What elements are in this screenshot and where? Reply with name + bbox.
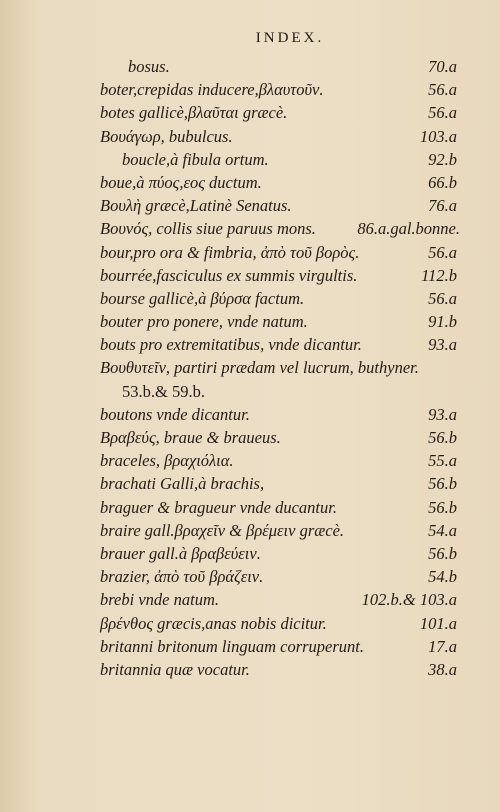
- entry-term: βρένθος græcis,anas nobis dicitur.: [100, 613, 327, 633]
- entry-term: boucle,à fibula ortum.: [122, 149, 269, 169]
- index-entry: [0, 310, 500, 333]
- entry-reference: 56.a: [428, 103, 457, 123]
- index-entry-continuation: [0, 380, 500, 403]
- entry-reference: 112.b: [421, 265, 457, 285]
- entry-term: 53.b.& 59.b.: [122, 381, 205, 401]
- entry-reference: 54.a: [428, 520, 457, 540]
- entry-term: brazier, ἀπὸ τοῦ βράζειν.: [100, 567, 264, 587]
- entry-term: britanni britonum linguam corruperunt.: [100, 636, 365, 656]
- entry-reference: 56.a: [428, 288, 457, 308]
- entry-reference: 56.b: [428, 543, 457, 563]
- entry-reference: 55.a: [428, 451, 457, 471]
- entry-term: brauer gall.à βραβεύειν.: [100, 543, 261, 563]
- entry-term: braceles, βραχιόλια.: [100, 451, 234, 471]
- index-entry: [0, 217, 500, 240]
- index-entry: [0, 612, 500, 635]
- entry-reference: 70.a: [428, 57, 457, 76]
- index-entry: [0, 496, 500, 519]
- entry-reference: 17.a: [428, 636, 457, 656]
- entry-term: bourrée,fasciculus ex summis virgultis.: [100, 265, 358, 285]
- index-entry: [0, 333, 500, 356]
- entry-term: britannia quæ vocatur.: [100, 659, 250, 679]
- index-entry: [0, 101, 500, 124]
- entry-reference: 103.a: [419, 126, 457, 146]
- index-entry: [0, 403, 500, 426]
- entry-reference: 101.a: [419, 613, 457, 633]
- index-entry: [0, 171, 500, 194]
- entry-term: Βουθυτεῖν, partiri prædam vel lucrum, buthyner.: [100, 358, 419, 378]
- entry-reference: 56.b: [428, 497, 457, 517]
- entry-term: boter,crepidas inducere,βλαυτοῦν.: [100, 80, 324, 100]
- index-entry: [0, 565, 500, 588]
- entry-reference: 56.b: [428, 474, 457, 494]
- entry-term: braire gall.βραχεῖν & βρέμειν græcè.: [100, 520, 345, 540]
- index-entry: [0, 148, 500, 171]
- index-entry: [0, 287, 500, 310]
- entry-term: bouter pro ponere, vnde natum.: [100, 312, 308, 332]
- index-entry: [0, 426, 500, 449]
- index-entry: [0, 472, 500, 495]
- index-entry: [0, 542, 500, 565]
- entry-term: brachati Galli,à brachis,: [100, 474, 265, 494]
- entry-reference: 102.b.& 103.a: [361, 590, 457, 610]
- index-entry: [0, 125, 500, 148]
- index-entry: [0, 449, 500, 472]
- entry-reference: 56.a: [428, 242, 457, 262]
- entry-term: Βουνός, collis siue paruus mons.: [100, 219, 316, 239]
- entry-term: bour,pro ora & fimbria, ἀπὸ τοῦ βορὸς.: [100, 242, 360, 262]
- entry-reference: 56.b: [428, 428, 457, 447]
- entry-term: boue,à πύος,εος ductum.: [100, 172, 262, 192]
- entry-reference: 93.a: [428, 335, 457, 355]
- index-entry: [0, 264, 500, 287]
- index-entry: [0, 241, 500, 264]
- entry-term: bosus.: [128, 57, 170, 76]
- entry-reference: 91.b: [428, 312, 457, 332]
- index-entry: [0, 356, 500, 379]
- entry-term: Βραβεύς, braue & braueus.: [100, 428, 281, 447]
- entry-term: bouts pro extremitatibus, vnde dicantur.: [100, 335, 362, 355]
- entry-reference: 93.a: [428, 404, 457, 424]
- index-entry: [0, 658, 500, 681]
- entry-reference: 54.b: [428, 567, 457, 587]
- entry-term: braguer & bragueur vnde ducantur.: [100, 497, 337, 517]
- entry-reference: 86.a.gal.bonne.: [357, 219, 460, 239]
- entry-term: bourse gallicè,à βύρσα factum.: [100, 288, 305, 308]
- entry-term: boutons vnde dicantur.: [100, 404, 250, 424]
- index-entry: [0, 635, 500, 658]
- index-entries: [0, 55, 500, 681]
- index-entry: [0, 519, 500, 542]
- index-entry: [0, 588, 500, 611]
- index-entry: [0, 78, 500, 101]
- running-head: INDEX.: [255, 30, 325, 46]
- entry-term: Βουλὴ græcè,Latinè Senatus.: [100, 196, 292, 216]
- entry-term: Βουάγωρ, bubulcus.: [100, 126, 233, 146]
- index-entry: [0, 55, 500, 78]
- entry-term: botes gallicè,βλαῦται græcè.: [100, 103, 288, 123]
- entry-reference: 66.b: [428, 172, 457, 192]
- entry-reference: 56.a: [428, 80, 457, 100]
- index-entry: [0, 194, 500, 217]
- entry-reference: 76.a: [428, 196, 457, 216]
- entry-term: brebi vnde natum.: [100, 590, 219, 610]
- entry-reference: 92.b: [428, 149, 457, 169]
- entry-reference: 38.a: [428, 659, 457, 679]
